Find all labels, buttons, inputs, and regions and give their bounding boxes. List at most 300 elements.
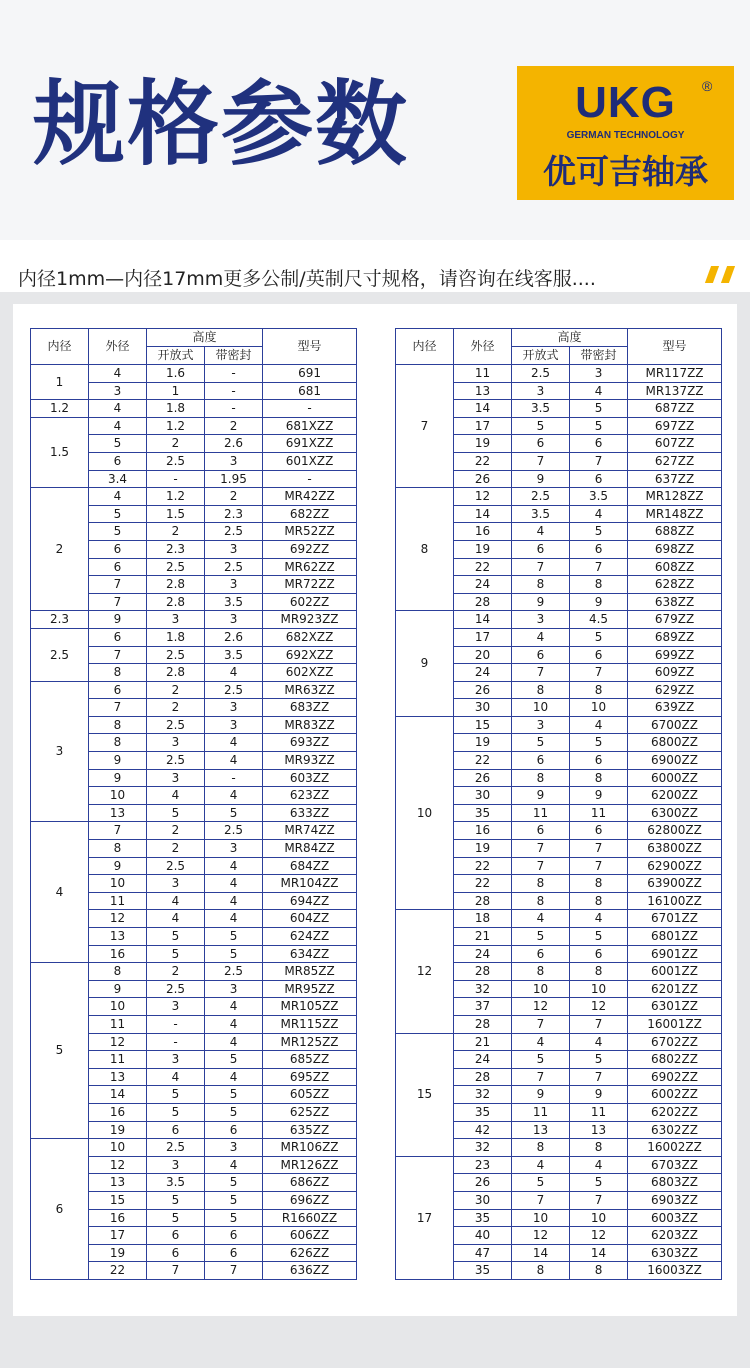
- sealed-height-cell: 6: [570, 822, 628, 840]
- sealed-height-cell: 4: [205, 1033, 263, 1051]
- sealed-height-cell: 8: [570, 681, 628, 699]
- model-cell: MR85ZZ: [263, 963, 357, 981]
- sealed-height-cell: 12: [570, 1227, 628, 1245]
- sealed-height-cell: 5: [570, 734, 628, 752]
- model-cell: 683ZZ: [263, 699, 357, 717]
- model-cell: 637ZZ: [628, 470, 722, 488]
- sealed-height-cell: 5: [570, 417, 628, 435]
- open-height-cell: 4: [512, 628, 570, 646]
- model-cell: 6001ZZ: [628, 963, 722, 981]
- model-cell: 639ZZ: [628, 699, 722, 717]
- outer-diameter-cell: 17: [454, 628, 512, 646]
- spec-table-left: [30, 328, 357, 1280]
- model-cell: 635ZZ: [263, 1121, 357, 1139]
- logo-main-text: UKG: [575, 78, 676, 127]
- open-height-cell: 1: [147, 382, 205, 400]
- sealed-height-cell: 14: [570, 1244, 628, 1262]
- model-cell: 682XZZ: [263, 628, 357, 646]
- outer-diameter-cell: 16: [89, 1209, 147, 1227]
- outer-diameter-cell: 8: [89, 840, 147, 858]
- sealed-height-cell: 8: [570, 576, 628, 594]
- outer-diameter-cell: 35: [454, 1103, 512, 1121]
- outer-diameter-cell: 26: [454, 1174, 512, 1192]
- model-cell: 685ZZ: [263, 1051, 357, 1069]
- sealed-height-cell: 3: [205, 540, 263, 558]
- spec-table-right: [395, 328, 722, 1280]
- open-height-cell: 2: [147, 822, 205, 840]
- model-cell: MR93ZZ: [263, 752, 357, 770]
- model-cell: 681XZZ: [263, 417, 357, 435]
- model-cell: MR104ZZ: [263, 875, 357, 893]
- sealed-height-cell: 7: [570, 1068, 628, 1086]
- open-height-cell: 7: [512, 857, 570, 875]
- outer-diameter-cell: 9: [89, 980, 147, 998]
- outer-diameter-cell: 10: [89, 875, 147, 893]
- model-cell: 634ZZ: [263, 945, 357, 963]
- open-height-cell: 7: [512, 558, 570, 576]
- outer-diameter-cell: 28: [454, 593, 512, 611]
- open-height-cell: 5: [512, 417, 570, 435]
- open-height-cell: 7: [512, 840, 570, 858]
- outer-diameter-cell: 8: [89, 963, 147, 981]
- model-cell: MR62ZZ: [263, 558, 357, 576]
- open-height-cell: 9: [512, 1086, 570, 1104]
- outer-diameter-cell: 26: [454, 769, 512, 787]
- open-height-cell: 8: [512, 681, 570, 699]
- open-height-cell: 2.8: [147, 576, 205, 594]
- header-inner-diameter: 内径: [396, 329, 454, 365]
- model-cell: 62900ZZ: [628, 857, 722, 875]
- outer-diameter-cell: 16: [454, 822, 512, 840]
- open-height-cell: 7: [512, 1015, 570, 1033]
- open-height-cell: 3: [147, 998, 205, 1016]
- open-height-cell: 12: [512, 998, 570, 1016]
- outer-diameter-cell: 21: [454, 928, 512, 946]
- open-height-cell: 2: [147, 840, 205, 858]
- sealed-height-cell: 2.5: [205, 558, 263, 576]
- sealed-height-cell: 2.6: [205, 628, 263, 646]
- open-height-cell: 8: [512, 963, 570, 981]
- outer-diameter-cell: 13: [89, 1174, 147, 1192]
- sealed-height-cell: 4: [570, 716, 628, 734]
- open-height-cell: 2: [147, 523, 205, 541]
- model-cell: MR126ZZ: [263, 1156, 357, 1174]
- sealed-height-cell: 5: [570, 1051, 628, 1069]
- outer-diameter-cell: 17: [89, 1227, 147, 1245]
- model-cell: MR83ZZ: [263, 716, 357, 734]
- sealed-height-cell: 4: [205, 1156, 263, 1174]
- open-height-cell: 4: [147, 910, 205, 928]
- model-cell: 687ZZ: [628, 400, 722, 418]
- outer-diameter-cell: 19: [454, 840, 512, 858]
- outer-diameter-cell: 18: [454, 910, 512, 928]
- open-height-cell: 7: [512, 1068, 570, 1086]
- table-row: [31, 822, 357, 840]
- sealed-height-cell: -: [205, 400, 263, 418]
- sealed-height-cell: 5: [205, 804, 263, 822]
- open-height-cell: 6: [147, 1227, 205, 1245]
- table-row: [31, 488, 357, 506]
- outer-diameter-cell: 22: [454, 452, 512, 470]
- sealed-height-cell: 2: [205, 488, 263, 506]
- sealed-height-cell: 4.5: [570, 611, 628, 629]
- open-height-cell: 2.5: [147, 452, 205, 470]
- model-cell: 63800ZZ: [628, 840, 722, 858]
- table-row: [396, 1033, 722, 1051]
- outer-diameter-cell: 15: [89, 1191, 147, 1209]
- open-height-cell: 8: [512, 1262, 570, 1280]
- sealed-height-cell: 10: [570, 980, 628, 998]
- model-cell: 624ZZ: [263, 928, 357, 946]
- brand-logo: [517, 66, 734, 200]
- open-height-cell: 2.5: [147, 857, 205, 875]
- sealed-height-cell: 8: [570, 963, 628, 981]
- open-height-cell: 2: [147, 699, 205, 717]
- model-cell: 605ZZ: [263, 1086, 357, 1104]
- outer-diameter-cell: 7: [89, 593, 147, 611]
- sealed-height-cell: 4: [205, 787, 263, 805]
- outer-diameter-cell: 9: [89, 769, 147, 787]
- inner-diameter-cell: 9: [396, 611, 454, 717]
- sealed-height-cell: 6: [205, 1227, 263, 1245]
- open-height-cell: 6: [512, 752, 570, 770]
- model-cell: 679ZZ: [628, 611, 722, 629]
- outer-diameter-cell: 22: [454, 558, 512, 576]
- model-cell: 6300ZZ: [628, 804, 722, 822]
- open-height-cell: 3.5: [512, 400, 570, 418]
- outer-diameter-cell: 19: [454, 734, 512, 752]
- model-cell: 688ZZ: [628, 523, 722, 541]
- open-height-cell: 12: [512, 1227, 570, 1245]
- outer-diameter-cell: 15: [454, 716, 512, 734]
- open-height-cell: -: [147, 1033, 205, 1051]
- outer-diameter-cell: 35: [454, 804, 512, 822]
- model-cell: 6301ZZ: [628, 998, 722, 1016]
- model-cell: 6200ZZ: [628, 787, 722, 805]
- outer-diameter-cell: 3: [89, 382, 147, 400]
- model-cell: 693ZZ: [263, 734, 357, 752]
- model-cell: 681: [263, 382, 357, 400]
- model-cell: MR137ZZ: [628, 382, 722, 400]
- model-cell: 62800ZZ: [628, 822, 722, 840]
- model-cell: 608ZZ: [628, 558, 722, 576]
- model-cell: 699ZZ: [628, 646, 722, 664]
- outer-diameter-cell: 22: [89, 1262, 147, 1280]
- outer-diameter-cell: 19: [454, 435, 512, 453]
- sealed-height-cell: 7: [570, 857, 628, 875]
- sealed-height-cell: 3.5: [570, 488, 628, 506]
- table-row: [31, 963, 357, 981]
- model-cell: 695ZZ: [263, 1068, 357, 1086]
- outer-diameter-cell: 3.4: [89, 470, 147, 488]
- open-height-cell: 5: [147, 1209, 205, 1227]
- table-row: [31, 417, 357, 435]
- inner-diameter-cell: 4: [31, 822, 89, 963]
- sealed-height-cell: 5: [205, 945, 263, 963]
- open-height-cell: 8: [512, 769, 570, 787]
- open-height-cell: 1.5: [147, 505, 205, 523]
- model-cell: 6700ZZ: [628, 716, 722, 734]
- sealed-height-cell: 3: [205, 716, 263, 734]
- sealed-height-cell: 2.5: [205, 681, 263, 699]
- sealed-height-cell: 12: [570, 998, 628, 1016]
- model-cell: 6803ZZ: [628, 1174, 722, 1192]
- outer-diameter-cell: 6: [89, 452, 147, 470]
- sealed-height-cell: 3: [205, 1139, 263, 1157]
- model-cell: MR148ZZ: [628, 505, 722, 523]
- sealed-height-cell: 6: [205, 1244, 263, 1262]
- open-height-cell: -: [147, 470, 205, 488]
- open-height-cell: 2.8: [147, 593, 205, 611]
- sealed-height-cell: 9: [570, 593, 628, 611]
- page-title: 规格参数: [33, 71, 410, 178]
- open-height-cell: 5: [512, 734, 570, 752]
- open-height-cell: 2: [147, 963, 205, 981]
- open-height-cell: 14: [512, 1244, 570, 1262]
- sealed-height-cell: 4: [570, 1156, 628, 1174]
- open-height-cell: 3: [512, 382, 570, 400]
- open-height-cell: 4: [147, 787, 205, 805]
- outer-diameter-cell: 6: [89, 628, 147, 646]
- model-cell: 6003ZZ: [628, 1209, 722, 1227]
- open-height-cell: 8: [512, 875, 570, 893]
- outer-diameter-cell: 24: [454, 945, 512, 963]
- sealed-height-cell: 2.3: [205, 505, 263, 523]
- outer-diameter-cell: 12: [454, 488, 512, 506]
- model-cell: 6202ZZ: [628, 1103, 722, 1121]
- outer-diameter-cell: 24: [454, 1051, 512, 1069]
- sealed-height-cell: 3: [205, 452, 263, 470]
- model-cell: MR125ZZ: [263, 1033, 357, 1051]
- sealed-height-cell: 7: [205, 1262, 263, 1280]
- sealed-height-cell: 8: [570, 1139, 628, 1157]
- outer-diameter-cell: 4: [89, 488, 147, 506]
- sealed-height-cell: 4: [570, 1033, 628, 1051]
- sealed-height-cell: 9: [570, 1086, 628, 1104]
- model-cell: 625ZZ: [263, 1103, 357, 1121]
- outer-diameter-cell: 7: [89, 576, 147, 594]
- outer-diameter-cell: 19: [454, 540, 512, 558]
- open-height-cell: 4: [512, 523, 570, 541]
- model-cell: MR117ZZ: [628, 365, 722, 383]
- table-row: [396, 1156, 722, 1174]
- model-cell: 6701ZZ: [628, 910, 722, 928]
- sealed-height-cell: 5: [570, 628, 628, 646]
- model-cell: 698ZZ: [628, 540, 722, 558]
- outer-diameter-cell: 42: [454, 1121, 512, 1139]
- outer-diameter-cell: 32: [454, 1086, 512, 1104]
- outer-diameter-cell: 19: [89, 1121, 147, 1139]
- model-cell: 6903ZZ: [628, 1191, 722, 1209]
- open-height-cell: 2.5: [147, 558, 205, 576]
- model-cell: 604ZZ: [263, 910, 357, 928]
- inner-diameter-cell: 10: [396, 716, 454, 910]
- open-height-cell: 11: [512, 1103, 570, 1121]
- sealed-height-cell: 8: [570, 769, 628, 787]
- model-cell: 6703ZZ: [628, 1156, 722, 1174]
- model-cell: 6201ZZ: [628, 980, 722, 998]
- outer-diameter-cell: 11: [89, 892, 147, 910]
- sealed-height-cell: 4: [205, 664, 263, 682]
- model-cell: 6000ZZ: [628, 769, 722, 787]
- open-height-cell: 2.3: [147, 540, 205, 558]
- outer-diameter-cell: 28: [454, 1068, 512, 1086]
- model-cell: MR105ZZ: [263, 998, 357, 1016]
- sealed-height-cell: 7: [570, 1015, 628, 1033]
- outer-diameter-cell: 5: [89, 435, 147, 453]
- inner-diameter-cell: 2.5: [31, 628, 89, 681]
- inner-diameter-cell: 5: [31, 963, 89, 1139]
- outer-diameter-cell: 9: [89, 857, 147, 875]
- sealed-height-cell: 7: [570, 664, 628, 682]
- sealed-height-cell: 4: [570, 505, 628, 523]
- model-cell: MR42ZZ: [263, 488, 357, 506]
- sealed-height-cell: 5: [570, 400, 628, 418]
- outer-diameter-cell: 12: [89, 1156, 147, 1174]
- open-height-cell: 2.5: [147, 716, 205, 734]
- header-outer-diameter: 外径: [454, 329, 512, 365]
- open-height-cell: 2.5: [147, 980, 205, 998]
- inner-diameter-cell: 17: [396, 1156, 454, 1279]
- inner-diameter-cell: 6: [31, 1139, 89, 1280]
- open-height-cell: -: [147, 1015, 205, 1033]
- outer-diameter-cell: 13: [89, 1068, 147, 1086]
- sealed-height-cell: -: [205, 382, 263, 400]
- table-row: [31, 681, 357, 699]
- model-cell: 628ZZ: [628, 576, 722, 594]
- header-open-type: 开放式: [147, 347, 205, 365]
- open-height-cell: 2.5: [512, 488, 570, 506]
- open-height-cell: 2.5: [147, 752, 205, 770]
- open-height-cell: 4: [147, 1068, 205, 1086]
- model-cell: 692XZZ: [263, 646, 357, 664]
- open-height-cell: 9: [512, 787, 570, 805]
- open-height-cell: 2: [147, 681, 205, 699]
- inner-diameter-cell: 15: [396, 1033, 454, 1156]
- outer-diameter-cell: 22: [454, 752, 512, 770]
- header-inner-diameter: 内径: [31, 329, 89, 365]
- table-row: [31, 1139, 357, 1157]
- open-height-cell: 3: [512, 611, 570, 629]
- outer-diameter-cell: 30: [454, 787, 512, 805]
- outer-diameter-cell: 26: [454, 470, 512, 488]
- outer-diameter-cell: 28: [454, 1015, 512, 1033]
- model-cell: 607ZZ: [628, 435, 722, 453]
- model-cell: MR72ZZ: [263, 576, 357, 594]
- sealed-height-cell: 2.6: [205, 435, 263, 453]
- model-cell: 6203ZZ: [628, 1227, 722, 1245]
- sealed-height-cell: 7: [570, 840, 628, 858]
- model-cell: 629ZZ: [628, 681, 722, 699]
- outer-diameter-cell: 4: [89, 365, 147, 383]
- model-cell: 691: [263, 365, 357, 383]
- open-height-cell: 10: [512, 1209, 570, 1227]
- sealed-height-cell: 6: [570, 470, 628, 488]
- outer-diameter-cell: 7: [89, 699, 147, 717]
- sealed-height-cell: 6: [570, 435, 628, 453]
- open-height-cell: 10: [512, 699, 570, 717]
- outer-diameter-cell: 28: [454, 963, 512, 981]
- outer-diameter-cell: 23: [454, 1156, 512, 1174]
- open-height-cell: 3: [147, 1156, 205, 1174]
- open-height-cell: 5: [512, 928, 570, 946]
- outer-diameter-cell: 24: [454, 664, 512, 682]
- inner-diameter-cell: 7: [396, 365, 454, 488]
- sealed-height-cell: 5: [205, 1209, 263, 1227]
- outer-diameter-cell: 11: [89, 1051, 147, 1069]
- open-height-cell: 2: [147, 435, 205, 453]
- logo-chinese-text: 优可吉轴承: [543, 152, 708, 191]
- model-cell: 633ZZ: [263, 804, 357, 822]
- sealed-height-cell: -: [205, 769, 263, 787]
- open-height-cell: 1.2: [147, 417, 205, 435]
- model-cell: 682ZZ: [263, 505, 357, 523]
- model-cell: 696ZZ: [263, 1191, 357, 1209]
- outer-diameter-cell: 16: [454, 523, 512, 541]
- open-height-cell: 5: [512, 1174, 570, 1192]
- open-height-cell: 1.2: [147, 488, 205, 506]
- sealed-height-cell: 3: [205, 840, 263, 858]
- model-cell: 692ZZ: [263, 540, 357, 558]
- sealed-height-cell: 6: [570, 945, 628, 963]
- sealed-height-cell: 8: [570, 1262, 628, 1280]
- outer-diameter-cell: 47: [454, 1244, 512, 1262]
- model-cell: MR115ZZ: [263, 1015, 357, 1033]
- table-row: [396, 910, 722, 928]
- sealed-height-cell: 5: [570, 1174, 628, 1192]
- model-cell: -: [263, 470, 357, 488]
- inner-diameter-cell: 1.2: [31, 400, 89, 418]
- sealed-height-cell: 4: [570, 382, 628, 400]
- model-cell: 16100ZZ: [628, 892, 722, 910]
- model-cell: 697ZZ: [628, 417, 722, 435]
- outer-diameter-cell: 8: [89, 734, 147, 752]
- sealed-height-cell: 13: [570, 1121, 628, 1139]
- model-cell: 623ZZ: [263, 787, 357, 805]
- sealed-height-cell: 7: [570, 1191, 628, 1209]
- model-cell: MR923ZZ: [263, 611, 357, 629]
- model-cell: 6702ZZ: [628, 1033, 722, 1051]
- open-height-cell: 5: [147, 1103, 205, 1121]
- model-cell: 609ZZ: [628, 664, 722, 682]
- outer-diameter-cell: 13: [89, 804, 147, 822]
- open-height-cell: 5: [147, 1191, 205, 1209]
- bottom-margin: [0, 1316, 750, 1368]
- sealed-height-cell: 4: [205, 998, 263, 1016]
- header-area: [0, 0, 750, 240]
- open-height-cell: 4: [512, 910, 570, 928]
- open-height-cell: 6: [512, 822, 570, 840]
- outer-diameter-cell: 28: [454, 892, 512, 910]
- outer-diameter-cell: 14: [454, 400, 512, 418]
- open-height-cell: 9: [512, 593, 570, 611]
- outer-diameter-cell: 16: [89, 945, 147, 963]
- sealed-height-cell: 5: [570, 928, 628, 946]
- outer-diameter-cell: 19: [89, 1244, 147, 1262]
- model-cell: 6901ZZ: [628, 945, 722, 963]
- open-height-cell: 8: [512, 1139, 570, 1157]
- header-outer-diameter: 外径: [89, 329, 147, 365]
- sealed-height-cell: 8: [570, 875, 628, 893]
- outer-diameter-cell: 7: [89, 822, 147, 840]
- open-height-cell: 6: [512, 435, 570, 453]
- open-height-cell: 4: [512, 1156, 570, 1174]
- table-row: [396, 488, 722, 506]
- sealed-height-cell: 4: [205, 910, 263, 928]
- open-height-cell: 8: [512, 892, 570, 910]
- model-cell: 601XZZ: [263, 452, 357, 470]
- open-height-cell: 3: [147, 769, 205, 787]
